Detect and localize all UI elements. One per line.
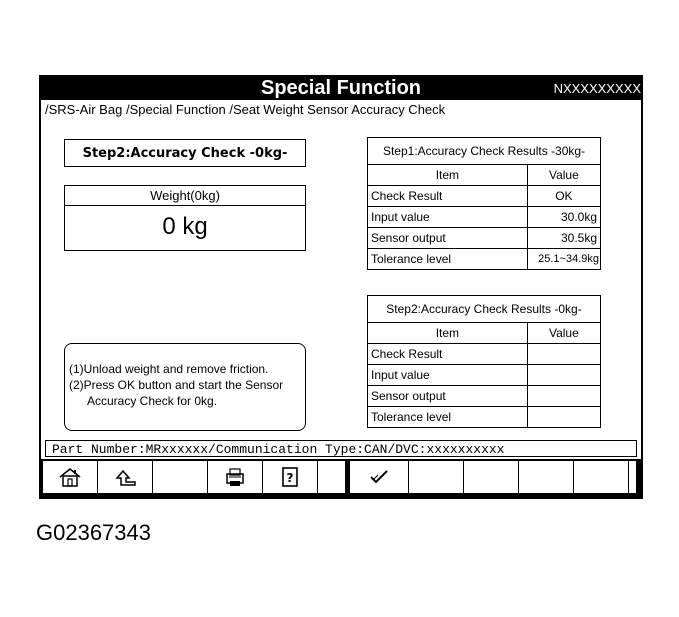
row-value [527,344,600,365]
row-item: Check Result [368,344,528,365]
instructions-panel [64,343,306,431]
blank-function-key[interactable] [519,461,574,493]
home-icon [57,466,83,488]
weight-label: Weight(0kg) [65,186,305,206]
home-button[interactable] [43,461,98,493]
table-row [368,228,601,249]
row-item: Sensor output [368,386,528,407]
diagnostic-screen [39,75,643,499]
row-item: Input value [368,365,528,386]
blank-function-key[interactable] [409,461,464,493]
table-row [368,186,601,207]
column-header-item: Item [368,323,528,344]
row-item: Sensor output [368,228,528,249]
blank-function-key[interactable] [464,461,519,493]
table-row [368,344,601,365]
blank-function-key[interactable] [318,461,345,493]
table-row [368,407,601,428]
table-row [368,386,601,407]
print-button[interactable] [208,461,263,493]
help-button[interactable] [263,461,318,493]
part-number-line: Part Number:MRxxxxxx/Communication Type:CAN/DVC:xxxxxxxxxx [45,440,637,457]
step-label: Step2:Accuracy Check -0kg- [64,139,306,167]
serial-number: NXXXXXXXXX [553,81,641,96]
row-value: 30.5kg [527,228,600,249]
blank-function-key[interactable] [574,461,629,493]
row-item: Tolerance level [368,249,528,270]
table-row [368,207,601,228]
ok-button[interactable] [349,461,409,493]
instruction-line: (2)Press OK button and start the Sensor [69,378,284,392]
column-header-item: Item [368,165,528,186]
instruction-line: Accuracy Check for 0kg. [87,394,218,408]
svg-text:?: ? [286,471,294,485]
back-icon [111,466,139,488]
column-header-value: Value [527,165,600,186]
row-item: Check Result [368,186,528,207]
title-bar [41,77,641,100]
help-icon [280,466,300,488]
screen-title: Special Function [260,77,422,99]
row-item: Input value [368,207,528,228]
blank-function-key[interactable] [153,461,208,493]
check-icon [368,468,390,486]
table-row [368,365,601,386]
row-value [527,386,600,407]
weight-value: 0 kg [162,213,208,240]
row-value [527,407,600,428]
weight-panel [64,185,306,251]
row-item: Tolerance level [368,407,528,428]
table-row [368,249,601,270]
breadcrumb-item-accuracy-check: / Seat Weight Sensor Accuracy Check [229,102,445,117]
breadcrumb-item-special-function[interactable]: / Special Function [126,102,226,117]
row-value: 25.1~34.9kg [527,249,600,270]
instruction-line: (1)Unload weight and remove friction. [69,362,269,376]
function-key-bar [41,459,641,497]
back-button[interactable] [98,461,153,493]
row-value: OK [527,186,600,207]
print-icon [223,466,247,488]
step1-results-table [367,137,601,270]
figure-id: G02367343 [36,520,151,545]
table-caption: Step1:Accuracy Check Results -30kg- [368,138,601,165]
blank-function-key[interactable] [629,461,637,493]
row-value [527,365,600,386]
column-header-value: Value [527,323,600,344]
breadcrumb-item-srs-air-bag[interactable]: / SRS-Air Bag [45,102,122,117]
breadcrumb [45,102,445,118]
row-value: 30.0kg [527,207,600,228]
step2-results-table [367,295,601,428]
table-caption: Step2:Accuracy Check Results -0kg- [368,296,601,323]
